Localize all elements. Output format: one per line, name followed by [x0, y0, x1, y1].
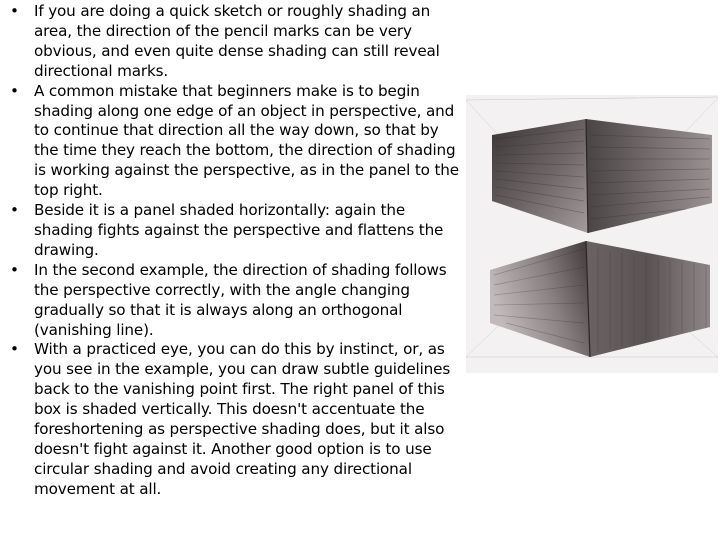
bullet-list: [10, 2, 462, 500]
bullet-item: • Beside it is a panel shaded horizontally: again the shading fights against the perspective and flattens the drawing.: [10, 201, 462, 261]
bullet-item: • A common mistake that beginners make is to begin shading along one edge of an object in perspective, and to continue that direction all the way down, so that by the time they reach the bottom, the direction of shading is working against the perspective, as in the panel to the top right.: [10, 82, 462, 201]
bullet-item: • If you are doing a quick sketch or roughly shading an area, the direction of the pencil marks can be very obvious, and even quite dense shading can still reveal directional marks.: [10, 2, 462, 82]
shading-example-image: [466, 95, 718, 373]
bullet-item: • In the second example, the direction of shading follows the perspective correctly, with the angle changing gradually so that it is always along an orthogonal (vanishing line).: [10, 261, 462, 341]
bullet-item: • With a practiced eye, you can do this by instinct, or, as you see in the example, you can draw subtle guidelines back to the vanishing point first. The right panel of this box is shaded vertically. This doesn't accentuate the foreshortening as perspective shading does, but it also doesn't fight against it. Another good option is to use circular shading and avoid creating any directional movement at all.: [10, 340, 462, 499]
